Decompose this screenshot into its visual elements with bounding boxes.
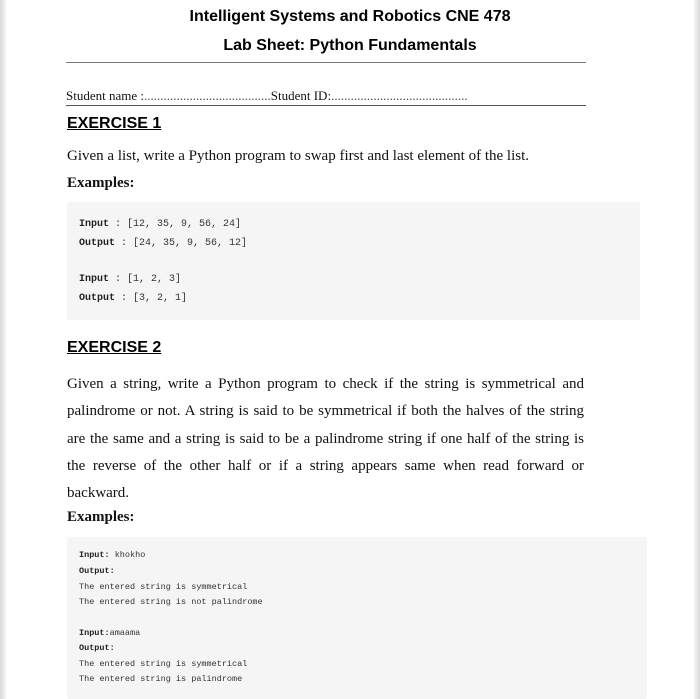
exercise-1-code-block — [67, 202, 640, 320]
code-line: Input: khokho — [79, 550, 146, 560]
code-line: The entered string is not palindrome — [79, 597, 263, 607]
code-line: Output: — [79, 643, 115, 653]
document-title: Intelligent Systems and Robotics CNE 478 — [189, 8, 511, 25]
photo-frame-left — [0, 0, 6, 699]
code-line: Output : [24, 35, 9, 56, 12] — [79, 238, 248, 249]
student-info-row — [66, 88, 586, 106]
code-line: The entered string is palindrome — [79, 674, 243, 684]
exercise-2-heading: EXERCISE 2 — [67, 339, 162, 356]
code-line: Input : [1, 2, 3] — [79, 274, 182, 285]
code-line: Output: — [79, 566, 115, 576]
document-subtitle: Lab Sheet: Python Fundamentals — [223, 37, 477, 54]
exercise-2-description: Given a string, write a Python program to check if the string is symmetrical and palindrome or not. A string is said to be symmetrical if both the halves of the string are the same and a string is said to be a palindrome string if one half of the string is the reverse of the other half or if a string appears same when read forward or backward. — [67, 376, 584, 502]
exercise-2-examples-label: Examples: — [67, 509, 135, 525]
code-line: The entered string is symmetrical — [79, 582, 248, 592]
exercise-1-description: Given a list, write a Python program to swap first and last element of the list. — [67, 148, 529, 164]
code-line: The entered string is symmetrical — [79, 659, 248, 669]
code-line: Input : [12, 35, 9, 56, 24] — [79, 219, 242, 230]
student-id-blank: .......................................... — [331, 88, 468, 103]
exercise-1-heading: EXERCISE 1 — [67, 115, 162, 132]
student-id-label: Student ID: — [270, 88, 332, 103]
header-divider — [66, 62, 586, 63]
exercise-1-examples-label: Examples: — [67, 175, 135, 191]
exercise-2-code-block — [67, 537, 647, 699]
code-line: Output : [3, 2, 1] — [79, 293, 188, 304]
student-name-blank: ....................................... — [144, 88, 271, 103]
code-line: Input:amaama — [79, 628, 141, 638]
photo-frame-right — [694, 0, 700, 699]
student-name-label: Student name : — [66, 88, 144, 103]
